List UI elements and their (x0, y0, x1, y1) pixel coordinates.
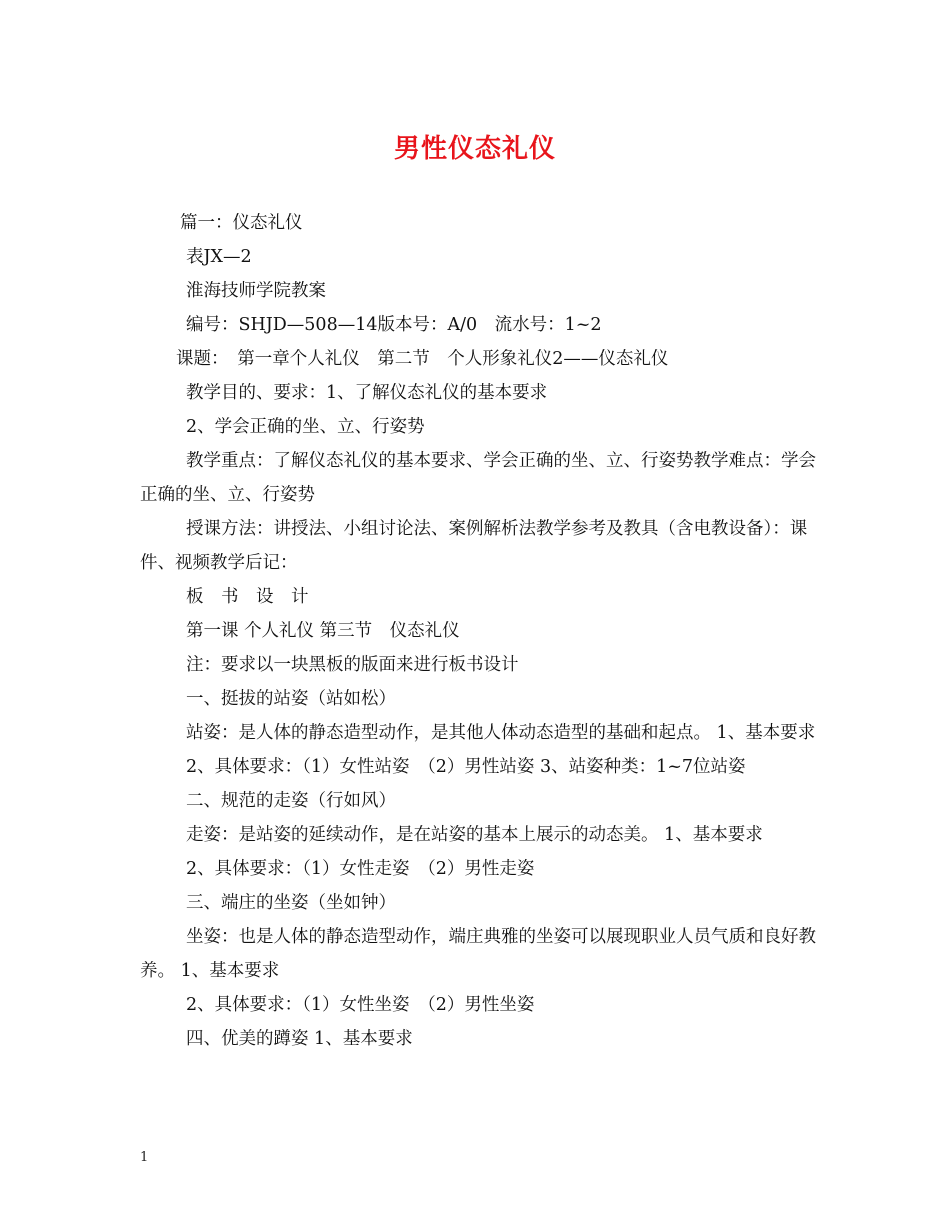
paragraph-standing-text: 站姿：是人体的静态造型动作，是其他人体动态造型的基础和起点。 1、基本要求 (186, 723, 816, 743)
paragraph-standing-requirements: 2、具体要求：（1）女性站姿 （2）男性站姿 3、站姿种类：1~7位站姿 (186, 757, 746, 777)
paragraph-squatting-heading: 四、优美的蹲姿 1、基本要求 (186, 1029, 413, 1049)
document-title: 男性仪态礼仪 (393, 134, 556, 164)
paragraph-sitting-heading: 三、端庄的坐姿（坐如钟） (186, 893, 396, 913)
paragraph-note: 注：要求以一块黑板的版面来进行板书设计 (186, 655, 519, 675)
paragraph-sitting-text: 坐姿：也是人体的静态造型动作，端庄典雅的坐姿可以展现职业人员气质和良好教养。 1、基本要求 (140, 927, 816, 981)
page-number: 1 (140, 1150, 149, 1165)
paragraph-walking-requirements: 2、具体要求：（1）女性走姿 （2）男性走姿 (186, 859, 535, 879)
paragraph-form-code: 表JX—2 (186, 247, 252, 267)
paragraph-lesson-section: 第一课 个人礼仪 第三节 仪态礼仪 (186, 621, 460, 641)
paragraph-institution: 淮海技师学院教案 (186, 281, 326, 301)
paragraph-walking-text: 走姿：是站姿的延续动作，是在站姿的基本上展示的动态美。 1、基本要求 (186, 825, 763, 845)
paragraph-walking-heading: 二、规范的走姿（行如风） (186, 791, 396, 811)
paragraph-teaching-method: 授课方法：讲授法、小组讨论法、案例解析法教学参考及教具（含电教设备）：课件、视频教学后记： (140, 519, 808, 573)
paragraph-teaching-goal-2: 2、学会正确的坐、立、行姿势 (186, 417, 425, 437)
paragraph-section-heading: 篇一：仪态礼仪 (180, 213, 303, 233)
document-body (140, 206, 820, 1056)
paragraph-standing-heading: 一、挺拔的站姿（站如松） (186, 689, 396, 709)
paragraph-teaching-goal: 教学目的、要求：1、了解仪态礼仪的基本要求 (186, 383, 548, 403)
paragraph-sitting-requirements: 2、具体要求：（1）女性坐姿 （2）男性坐姿 (186, 995, 535, 1015)
paragraph-board-design: 板 书 设 计 (186, 587, 309, 607)
paragraph-document-number: 编号：SHJD—508—14版本号：A/0 流水号：1~2 (186, 315, 602, 335)
paragraph-teaching-focus: 教学重点：了解仪态礼仪的基本要求、学会正确的坐、立、行姿势教学难点：学会正确的坐、立、行姿势 (140, 451, 816, 505)
paragraph-lesson-topic: 课题： 第一章个人礼仪 第二节 个人形象礼仪2——仪态礼仪 (176, 349, 669, 369)
